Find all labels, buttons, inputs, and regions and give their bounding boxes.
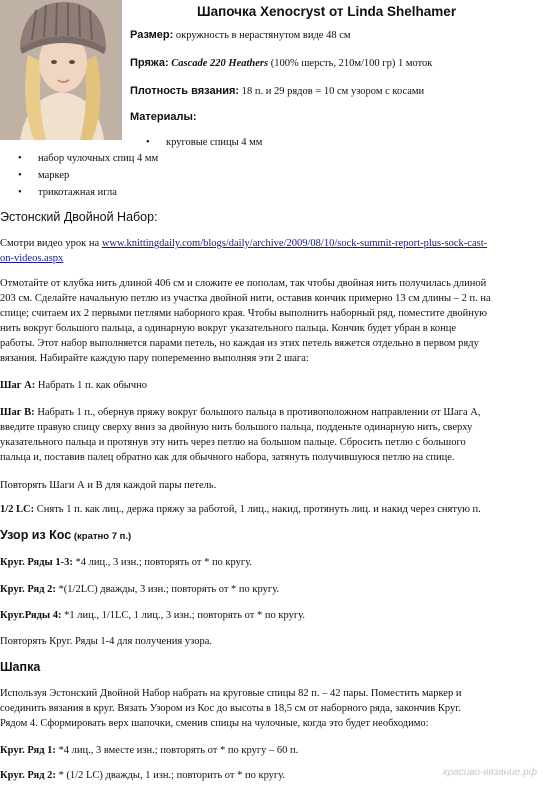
hat-paragraph: Используя Эстонский Двойной Набор набрать на круговые спицы 82 п. – 42 пары. Поместить маркер и xyxy=(0,688,462,699)
size-value: окружность в нерастянутом виде 48 см xyxy=(175,30,351,41)
step-b: пальца и, поставив палец обратно как для обычного набора, затянуть получившуюся петлю на спице. xyxy=(0,452,455,463)
cable-heading: Узор из Кос (кратно 7 п.) xyxy=(0,528,132,542)
video-link[interactable]: www.knittingdaily.com/blogs/daily/archive/2009/08/10/sock-summit-report-plus-sock-cast- xyxy=(101,238,488,249)
video-line-2 xyxy=(0,252,540,267)
step-b: введите правую спицу сверху вниз за двойную нить большого пальца, подденьте одинарную нить, сверху xyxy=(0,422,473,433)
material-item: • круговые спицы 4 мм xyxy=(146,137,263,148)
cable-row: Круг.Ряды 4: *1 лиц., 1/1LC, 1 лиц., 3 изн.; повторять от * по кругу. xyxy=(0,610,305,621)
yarn-label: Пряжа: xyxy=(130,57,169,69)
hat-row: Круг. Ряд 2: * (1/2 LC) дважды, 1 изн.; повторить от * по кругу. xyxy=(0,770,286,781)
cast-on-repeat: Повторять Шаги А и В для каждой пары петель. xyxy=(0,480,217,491)
hat-heading: Шапка xyxy=(0,660,41,674)
cable-repeat: Повторять Круг. Ряды 1-4 для получения узора. xyxy=(0,636,212,647)
size-line xyxy=(130,28,542,44)
step-b: указательного пальца и протянув эту нить через петлю на большом пальце. Сбросить петлю с большого xyxy=(0,437,466,448)
gauge-value: 18 п. и 29 рядов = 10 см узором с косами xyxy=(241,86,425,97)
hat-row: Круг. Ряд 1: *4 лиц., 3 вместе изн.; повторять от * по кругу – 60 п. xyxy=(0,745,299,756)
material-item: • набор чулочных спиц 4 мм xyxy=(18,153,159,164)
gauge-line xyxy=(130,84,542,100)
yarn-line xyxy=(130,56,542,72)
material-item: • маркер xyxy=(18,170,70,181)
cast-on-paragraph: работы. Этот набор выполняется парами петель, но каждая из этих петель вяжется отдельно в первом ряду xyxy=(0,338,479,349)
watermark: красиво-вязание.рф xyxy=(442,766,537,778)
hat-photo xyxy=(0,0,122,140)
cable-row: Круг. Ряды 1-3: *4 лиц., 3 изн.; повторять от * по кругу. xyxy=(0,557,253,568)
step-a: Шаг А: Набрать 1 п. как обычно xyxy=(0,380,147,391)
gauge-label: Плотность вязания: xyxy=(130,85,240,97)
cable-row: Круг. Ряд 2: *(1/2LC) дважды, 3 изн.; повторять от * по кругу. xyxy=(0,584,280,595)
cast-on-paragraph: нить вокруг большого пальца, а одинарную вокруг указательного пальца. Кончик будет убран в конце xyxy=(0,323,457,334)
hat-paragraph: соединить вязания в круг. Вязать Узором из Кос до высоты в 18,5 см от наборного ряда, закончив Круг. xyxy=(0,703,461,714)
step-b: Шаг В: Набрать 1 п., обернув пряжу вокруг большого пальца в противоположном направлении от Шага А, xyxy=(0,407,481,418)
cast-on-paragraph: 203 см. Сделайте начальную петлю из участка двойной нити, оставив кончик примерно 13 см длины – 2 п. на xyxy=(0,293,491,304)
lc-definition: 1/2 LC: Снять 1 п. как лиц., держа пряжу за работой, 1 лиц., накид, протянуть лиц. и накид через снятую п. xyxy=(0,504,481,515)
cast-on-paragraph: спице; считаем их 2 первыми петлями наборного края. Чтобы выполнить наборный ряд, поместите двойную xyxy=(0,308,488,319)
cast-on-paragraph: вязания. Набирайте каждую пару попеременно выполняя эти 2 шага: xyxy=(0,353,309,364)
yarn-rest: (100% шерсть, 210м/100 гр) 1 моток xyxy=(270,58,433,69)
cast-on-paragraph: Отмотайте от клубка нить длиной 406 см и сложите ее пополам, так чтобы двойная нить получилась длиной xyxy=(0,278,487,289)
cast-on-heading: Эстонский Двойной Набор: xyxy=(0,210,158,224)
material-item: • трикотажная игла xyxy=(18,187,117,198)
video-line: Смотри видео урок на www.knittingdaily.com/blogs/daily/archive/2009/08/10/sock-summit-report-plus-sock-cast- xyxy=(0,238,488,249)
materials-heading xyxy=(130,110,542,126)
hat-paragraph: Рядом 4. Сформировать верх шапочки, сменив спицы на чулочные, когда это будет необходимо: xyxy=(0,718,429,729)
size-label: Размер: xyxy=(130,29,174,41)
materials-label: Материалы: xyxy=(130,111,197,123)
video-link-cont[interactable]: on-videos.aspx xyxy=(0,253,64,264)
page-title: Шапочка Xenocryst от Linda Shelhamer xyxy=(197,4,457,19)
yarn-name: Cascade 220 Heathers xyxy=(171,58,269,69)
